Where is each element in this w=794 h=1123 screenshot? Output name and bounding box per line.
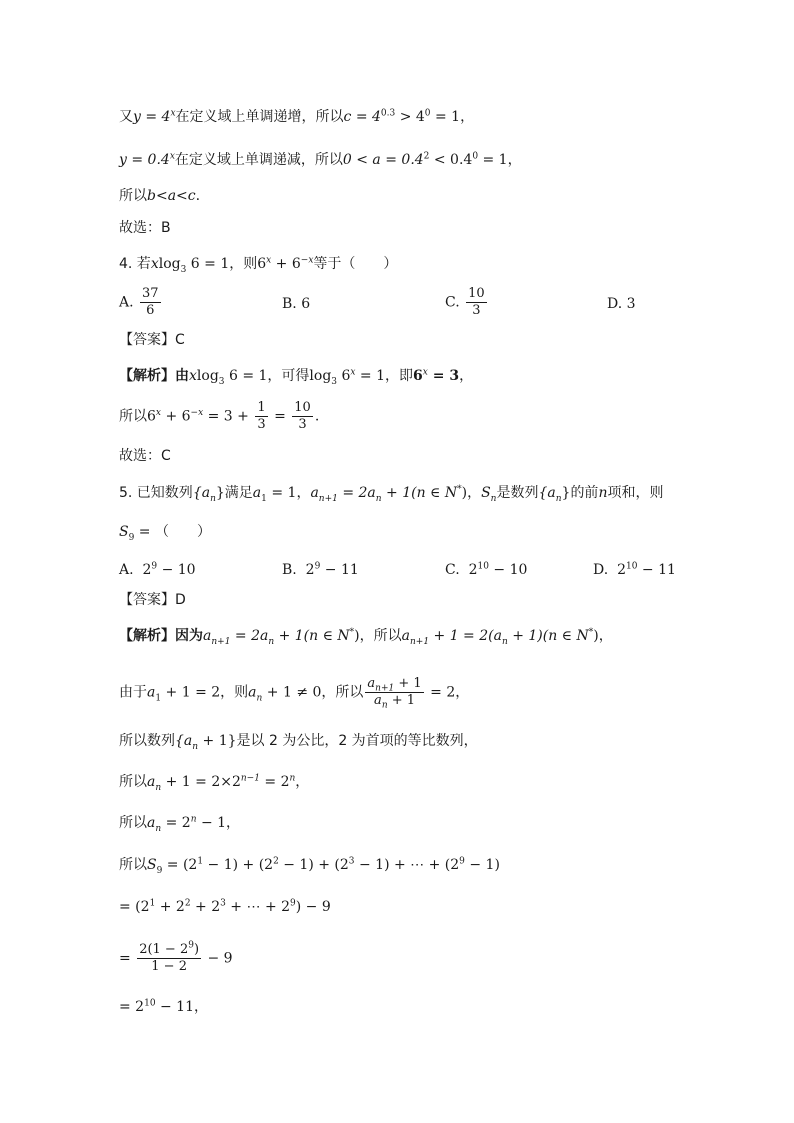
line-y-0.4x-decreasing: $y = 0.4^x$在定义域上单调递减，所以$0 < a = 0.4^2 < 0.4^0 = 1$， bbox=[119, 151, 522, 168]
answer-select-b: 故选：B bbox=[119, 220, 171, 236]
explanation-4-line-1: 【解析】由xlog$_3$ 6 = 1，可得$\log_3 6^x = 1$，即$6^x = 3$， bbox=[119, 367, 474, 387]
q5-option-d[interactable]: D. $2^{10} - 11$ bbox=[593, 561, 676, 578]
answer-5: 【答案】D bbox=[119, 592, 186, 608]
q4-option-c[interactable]: C. $\frac{10}{3}$ bbox=[445, 286, 485, 318]
line-y-4x-increasing: 又$y = 4^x$在定义域上单调递增，所以$c = 4^{0.3} > 4^0 = 1$， bbox=[119, 108, 475, 125]
fraction: $\frac{1}{3}$ bbox=[257, 400, 266, 432]
fraction: $\frac{37}{6}$ bbox=[142, 286, 159, 318]
question-4: 4. 若xlog$_3$ 6 = 1，则$6^x + 6^{-x}$等于（ ） bbox=[119, 255, 398, 275]
q5-option-c[interactable]: C. $2^{10} - 10$ bbox=[445, 561, 528, 578]
question-5-line-1: 5. 已知数列$\{a_n\}$满足$a_1 = 1$，$a_{n+1} = 2a_n + 1(n$ ∈ N*)，$S_n$是数列$\{a_n\}$的前n项和，则 bbox=[119, 484, 664, 504]
explanation-4-line-2: 所以$6^x + 6^{-x} = 3$ + $\frac{1}{3}$ = $\frac{10}{3}$ . bbox=[119, 400, 320, 432]
explanation-5-line-6: 所以$S_9 = (2^1 - 1) + (2^2 - 1) + (2^3 - 1)$ + ⋯ + $(2^9 - 1)$ bbox=[119, 856, 500, 876]
fraction: $\frac{10}{3}$ bbox=[468, 286, 485, 318]
answer-4: 【答案】C bbox=[119, 332, 185, 348]
q4-option-b[interactable]: B. 6 bbox=[282, 296, 311, 312]
q4-option-d[interactable]: D. 3 bbox=[607, 296, 636, 312]
explanation-5-line-9: = $2^{10} - 11$， bbox=[119, 998, 208, 1015]
question-5-line-2: $S_9$ = （ ） bbox=[119, 524, 211, 543]
line-conclusion-b-a-c: 所以b<a<c. bbox=[119, 188, 201, 204]
explanation-5-line-7: = ($2^1 + 2^2 + 2^3$ + ⋯ + $2^9) - 9$ bbox=[119, 898, 331, 915]
q5-option-b[interactable]: B. $2^9 - 11$ bbox=[282, 561, 359, 578]
explanation-5-line-5: 所以$a_n = 2^n - 1$， bbox=[119, 814, 241, 834]
fraction: $\frac{a_{n+1} + 1}{a_n + 1}$ bbox=[367, 676, 422, 711]
explanation-5-line-8: = $\frac{2(1 - 2^9)}{1 - 2}$ − 9 bbox=[119, 940, 233, 974]
explanation-5-line-3: 所以数列$\{a_n + 1\}$是以 2 为公比，2 为首项的等比数列， bbox=[119, 733, 478, 752]
answer-select-c: 故选：C bbox=[119, 448, 171, 464]
explanation-5-line-1: 【解析】因为$a_{n+1} = 2a_n + 1(n$ ∈ N*)，所以$a_{n+1} + 1 = 2(a_n + 1)(n$ ∈ N*)， bbox=[119, 627, 613, 647]
fraction: $\frac{10}{3}$ bbox=[294, 400, 311, 432]
q5-option-a[interactable]: A. $2^9 - 10$ bbox=[119, 561, 196, 578]
fraction: $\frac{2(1 - 2^9)}{1 - 2}$ bbox=[139, 940, 200, 974]
explanation-5-line-4: 所以$a_n + 1 = 2\times 2^{n-1} = 2^n$， bbox=[119, 773, 310, 793]
q4-option-a[interactable]: A. $\frac{37}{6}$ bbox=[119, 286, 159, 318]
explanation-5-line-2: 由于$a_1 + 1 = 2$，则$a_n + 1 \ne 0$，所以 $\frac{a_{n+1} + 1}{a_n + 1}$ = 2， bbox=[119, 676, 470, 711]
